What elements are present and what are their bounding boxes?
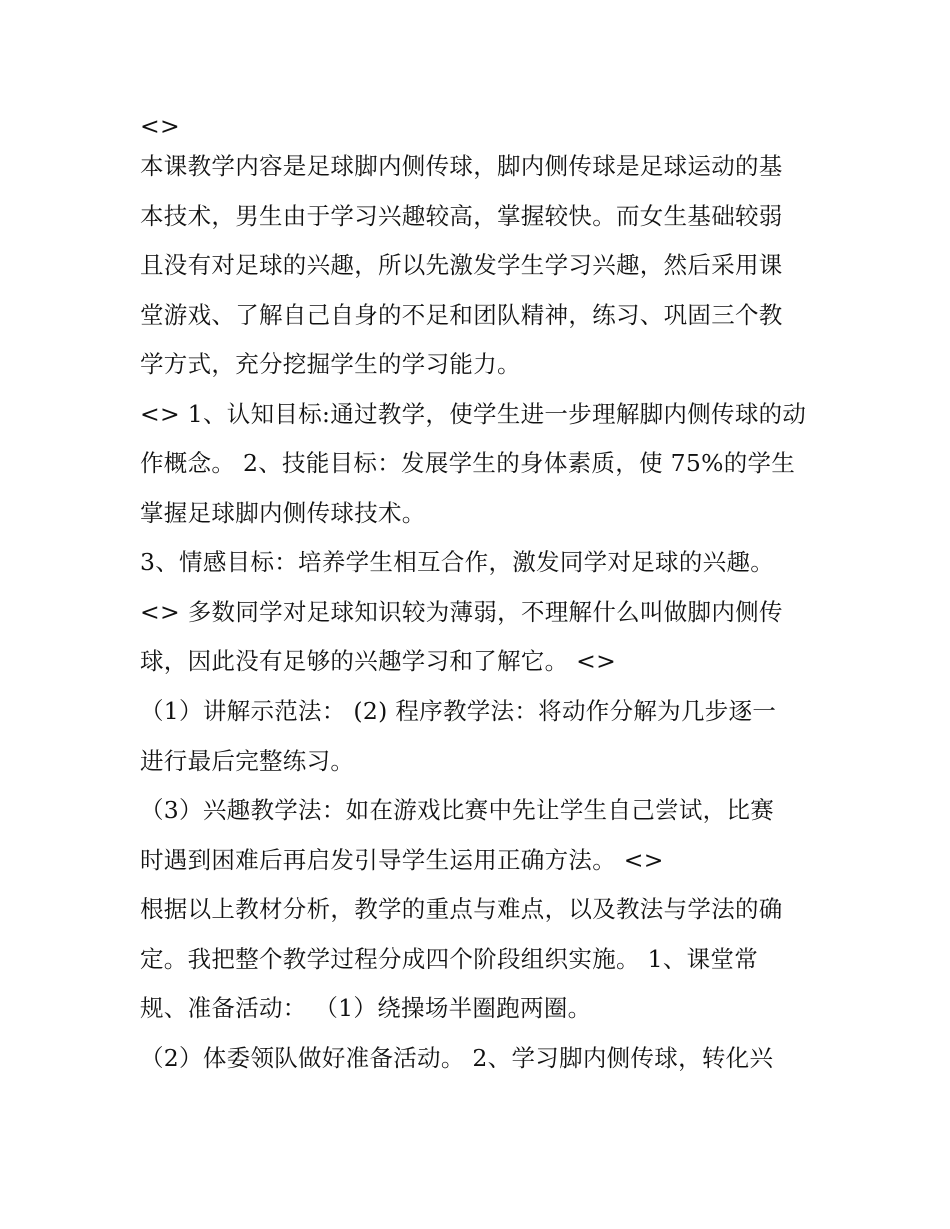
text-line: 本课教学内容是足球脚内侧传球，脚内侧传球是足球运动的基 [140, 152, 783, 180]
text-line: 定。我把整个教学过程分成四个阶段组织实施。 1、课堂常 [140, 944, 759, 973]
text-line: <> 多数同学对足球知识较为薄弱，不理解什么叫做脚内侧传 [140, 597, 783, 626]
text-line: 掌握足球脚内侧传球技术。 [140, 498, 426, 527]
text-line: 球，因此没有足够的兴趣学习和了解它。 <> [140, 647, 617, 676]
text-line: （1）讲解示范法： (2) 程序教学法：将动作分解为几步逐一 [140, 697, 777, 726]
text-line: （3）兴趣教学法：如在游戏比赛中先让学生自己尝试，比赛 [140, 796, 775, 825]
text-line: 本技术，男生由于学习兴趣较高，掌握较快。而女生基础较弱 [140, 201, 783, 230]
text-line: 根据以上教材分析，教学的重点与难点，以及教法与学法的确 [140, 895, 783, 924]
text-line: 作概念。 2、技能目标：发展学生的身体素质，使 75%的学生 [140, 449, 796, 478]
text-line: 且没有对足球的兴趣，所以先激发学生学习兴趣，然后采用课 [140, 251, 783, 280]
document-body [140, 111, 820, 1083]
text-line: <> [140, 112, 180, 140]
text-line: 时遇到困难后再启发引导学生运用正确方法。 <> [140, 845, 664, 874]
text-line: 3、情感目标：培养学生相互合作，激发同学对足球的兴趣。 [140, 548, 775, 577]
text-line: 规、准备活动： （1）绕操场半圈跑两圈。 [140, 994, 592, 1023]
text-line: 学方式，充分挖掘学生的学习能力。 [140, 350, 521, 379]
text-line: （2）体委领队做好准备活动。 2、学习脚内侧传球，转化兴 [140, 1043, 774, 1072]
text-line: 进行最后完整练习。 [140, 746, 355, 775]
text-line: <> 1、认知目标:通过教学，使学生进一步理解脚内侧传球的动 [140, 399, 807, 428]
text-line: 堂游戏、了解自己自身的不足和团队精神，练习、巩固三个教 [140, 300, 783, 329]
